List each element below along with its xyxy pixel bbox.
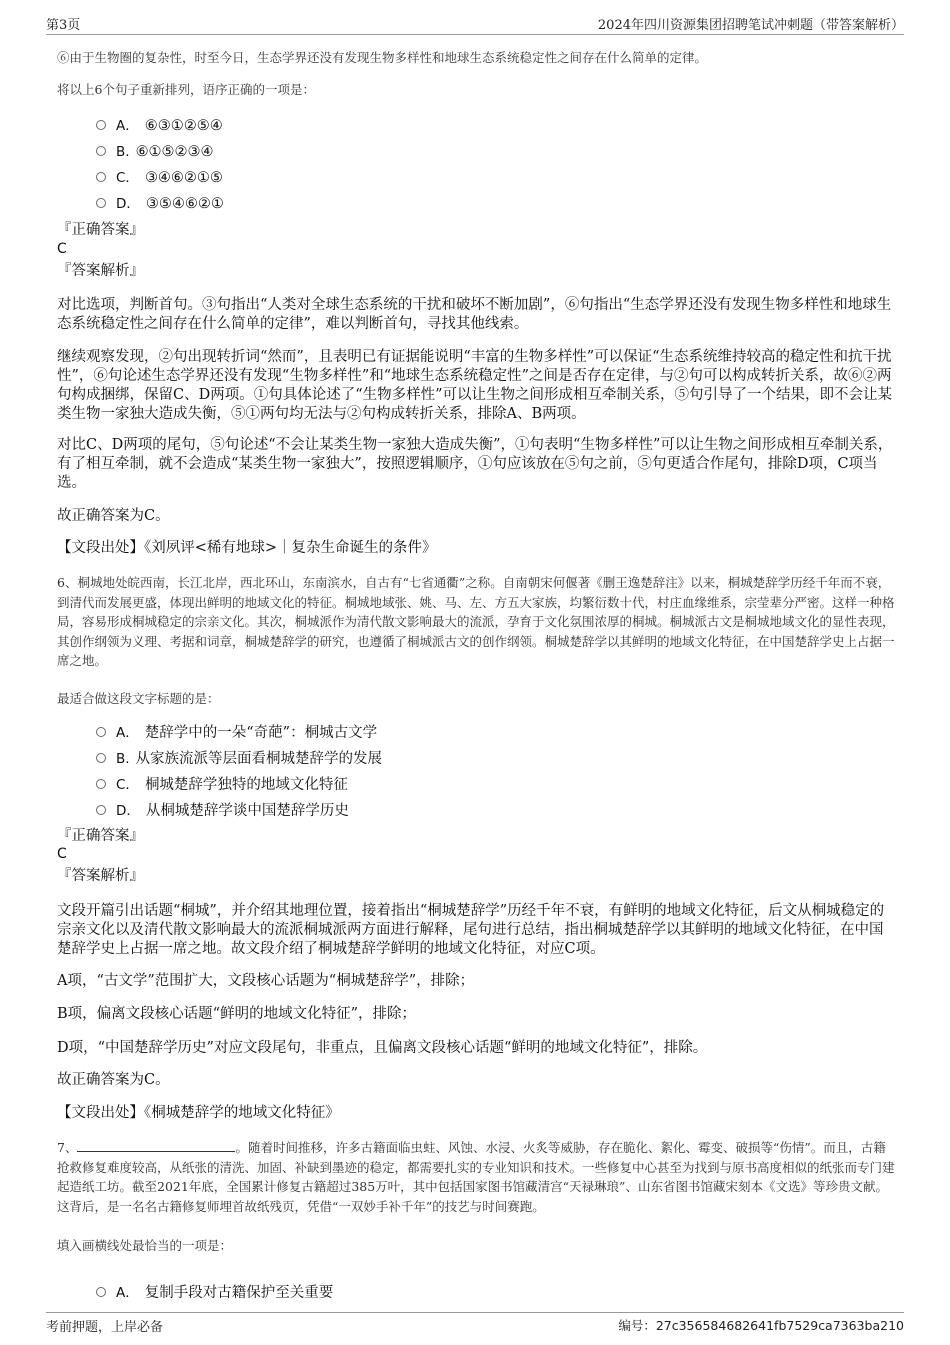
- q5-answer-label: 『正确答案』: [57, 222, 144, 238]
- page-footer: [46, 1312, 904, 1333]
- radio-icon[interactable]: [96, 727, 106, 737]
- q5-prompt: 将以上6个句子重新排列，语序正确的一项是：: [57, 82, 315, 97]
- q5-option-d[interactable]: D． ③⑤④⑥②①: [96, 195, 224, 213]
- radio-icon[interactable]: [96, 146, 106, 156]
- q6-option-b[interactable]: B. 从家族流派等层面看桐城楚辞学的发展: [96, 750, 382, 768]
- q6-analysis-option-d: D项，“中国楚辞学历史”对应文段尾句，非重点，且偏离文段核心话题“鲜明的地域文化特征”，排除。: [57, 1040, 708, 1056]
- q6-option-d[interactable]: D． 从桐城楚辞学谈中国楚辞学历史: [96, 802, 349, 820]
- document-serial: 编号：27c356584682641fb7529ca7363ba210: [618, 1318, 904, 1333]
- radio-icon[interactable]: [96, 1287, 106, 1297]
- q7-passage-text: 。随着时间推移，许多古籍面临虫蛀、风蚀、水浸、火炙等威胁，存在脆化、絮化、霉变、破损等“伤情”。而且，古籍抢救修复难度较高，从纸张的清洗、加固、补缺到墨迹的稳定，都需要扎实的专业知识和技术。一些修复中心甚至为找到与原书高度相似的纸张而专门建起造纸工坊。截至2021年底，全国累计修复古籍超过385万叶，其中包括国家图书馆藏清宫“天禄琳琅”、山东省图书馆藏宋刻本《文选》等珍贵文献。这背后，是一名名古籍修复师埋首故纸残页，凭借“一双妙手补千年”的技艺与时间赛跑。: [57, 1140, 895, 1214]
- q7-number: 7、: [57, 1140, 78, 1155]
- radio-icon[interactable]: [96, 805, 106, 815]
- page-number: 第3页: [46, 18, 81, 33]
- page-header: [46, 12, 904, 35]
- footer-slogan: 考前押题，上岸必备: [46, 1320, 164, 1335]
- q7-option-a[interactable]: A． 复制手段对古籍保护至关重要: [96, 1284, 333, 1302]
- q5-analysis-para-1: 对比选项，判断首句。③句指出“人类对全球生态系统的干扰和破坏不断加剧”，⑥句指出“生态学界还没有发现生物多样性和地球生态系统稳定性之间存在什么简单的定律”，难以判断首句，寻找其他线索。: [57, 297, 892, 332]
- radio-icon[interactable]: [96, 779, 106, 789]
- q6-option-a[interactable]: A． 楚辞学中的一朵“奇葩”：桐城古文学: [96, 724, 377, 742]
- q5-option-a[interactable]: A． ⑥③①②⑤④: [96, 117, 223, 135]
- q7-prompt: 填入画横线处最恰当的一项是：: [57, 1238, 233, 1253]
- q6-analysis-option-a: A项，“古文学”范围扩大，文段核心话题为“桐城楚辞学”，排除；: [57, 973, 475, 989]
- q6-answer-label: 『正确答案』: [57, 828, 144, 844]
- radio-icon[interactable]: [96, 172, 106, 182]
- q5-option-b[interactable]: B. ⑥①⑤②③④: [96, 143, 214, 161]
- q5-analysis-label: 『答案解析』: [57, 263, 144, 279]
- radio-icon[interactable]: [96, 753, 106, 763]
- q6-analysis-label: 『答案解析』: [57, 868, 144, 884]
- q5-analysis-para-2: 继续观察发现，②句出现转折词“然而”，且表明已有证据能说明“丰富的生物多样性”可以保证“生态系统维持较高的稳定性和抗干扰性”，⑥句论述生态学界还没有发现“生物多样性”和“地球生态系统稳定性”之间是否存在定律，与②句可以构成转折关系，故⑥②两句构成捆绑，保留C、D两项。①句具体论述了“生物多样性”可以让生物之间形成相互牵制关系，⑤句引导了一个结果，即不会让某类生物一家独大造成失衡，⑤①两句均无法与②句构成转折关系，排除A、B两项。: [57, 349, 893, 422]
- document-title: 2024年四川资源集团招聘笔试冲刺题（带答案解析）: [597, 18, 904, 33]
- q6-analysis-para-1: 文段开篇引出话题“桐城”，并介绍其地理位置，接着指出“桐城楚辞学”历经千年不衰，有鲜明的地域文化特征，后文从桐城稳定的宗亲文化以及清代散文影响最大的流派桐城派两方面进行解释，尾句进行总结，指出桐城楚辞学以其鲜明的地域文化特征，在中国楚辞学史上占据一席之地。故文段介绍了桐城楚辞学鲜明的地域文化特征，对应C项。: [57, 903, 885, 957]
- q6-prompt: 最适合做这段文字标题的是：: [57, 691, 220, 706]
- q7-fill-blank: [77, 1139, 235, 1152]
- radio-icon[interactable]: [96, 120, 106, 130]
- q6-passage: 6、桐城地处皖西南，长江北岸，西北环山，东南滨水，自古有“七省通衢”之称。自南朝宋何偃著《删王逸楚辞注》以来，桐城楚辞学历经千年而不衰，到清代而发展更盛，体现出鲜明的地域文化的特征。桐城地域张、姚、马、左、方五大家族，均繁衍数十代，村庄血缘维系，宗莹辈分严密。这样一种格局，容易形成桐城稳定的宗亲文化。其次，桐城派作为清代散文影响最大的流派，孕育于文化氛围浓厚的桐城。桐城派古文是桐城地域文化的显性表现，其创作纲领为义理、考据和词章，桐城楚辞学的研究，也遵循了桐城派古文的创作纲领。桐城楚辞学以其鲜明的地域文化特征，在中国楚辞学史上占据一席之地。: [57, 575, 895, 668]
- radio-icon[interactable]: [96, 198, 106, 208]
- q5-source: 【文段出处】《刘夙评<稀有地球>｜复杂生命诞生的条件》: [57, 540, 437, 556]
- q5-option-c[interactable]: C． ③④⑥②①⑤: [96, 169, 223, 187]
- q5-answer: C: [57, 241, 67, 257]
- q6-answer: C: [57, 846, 67, 862]
- q6-option-c[interactable]: C． 桐城楚辞学独特的地域文化特征: [96, 776, 348, 794]
- q6-analysis-option-b: B项，偏离文段核心话题“鲜明的地域文化特征”，排除；: [57, 1006, 416, 1022]
- q7-passage: [57, 1138, 897, 1216]
- q5-analysis-conclusion: 故正确答案为C。: [57, 508, 170, 524]
- q6-source: 【文段出处】《桐城楚辞学的地域文化特征》: [57, 1105, 340, 1121]
- q5-sentence-6: ⑥由于生物圈的复杂性，时至今日，生态学界还没有发现生物多样性和地球生态系统稳定性之间存在什么简单的定律。: [57, 50, 708, 65]
- q5-analysis-para-3: 对比C、D两项的尾句，⑤句论述“不会让某类生物一家独大造成失衡”，①句表明“生物多样性”可以让生物之间形成相互牵制关系，有了相互牵制，就不会造成“某类生物一家独大”，按照逻辑顺序，①句应该放在⑤句之前，⑤句更适合作尾句，排除D项，C项当选。: [57, 437, 893, 491]
- q6-analysis-conclusion: 故正确答案为C。: [57, 1072, 170, 1088]
